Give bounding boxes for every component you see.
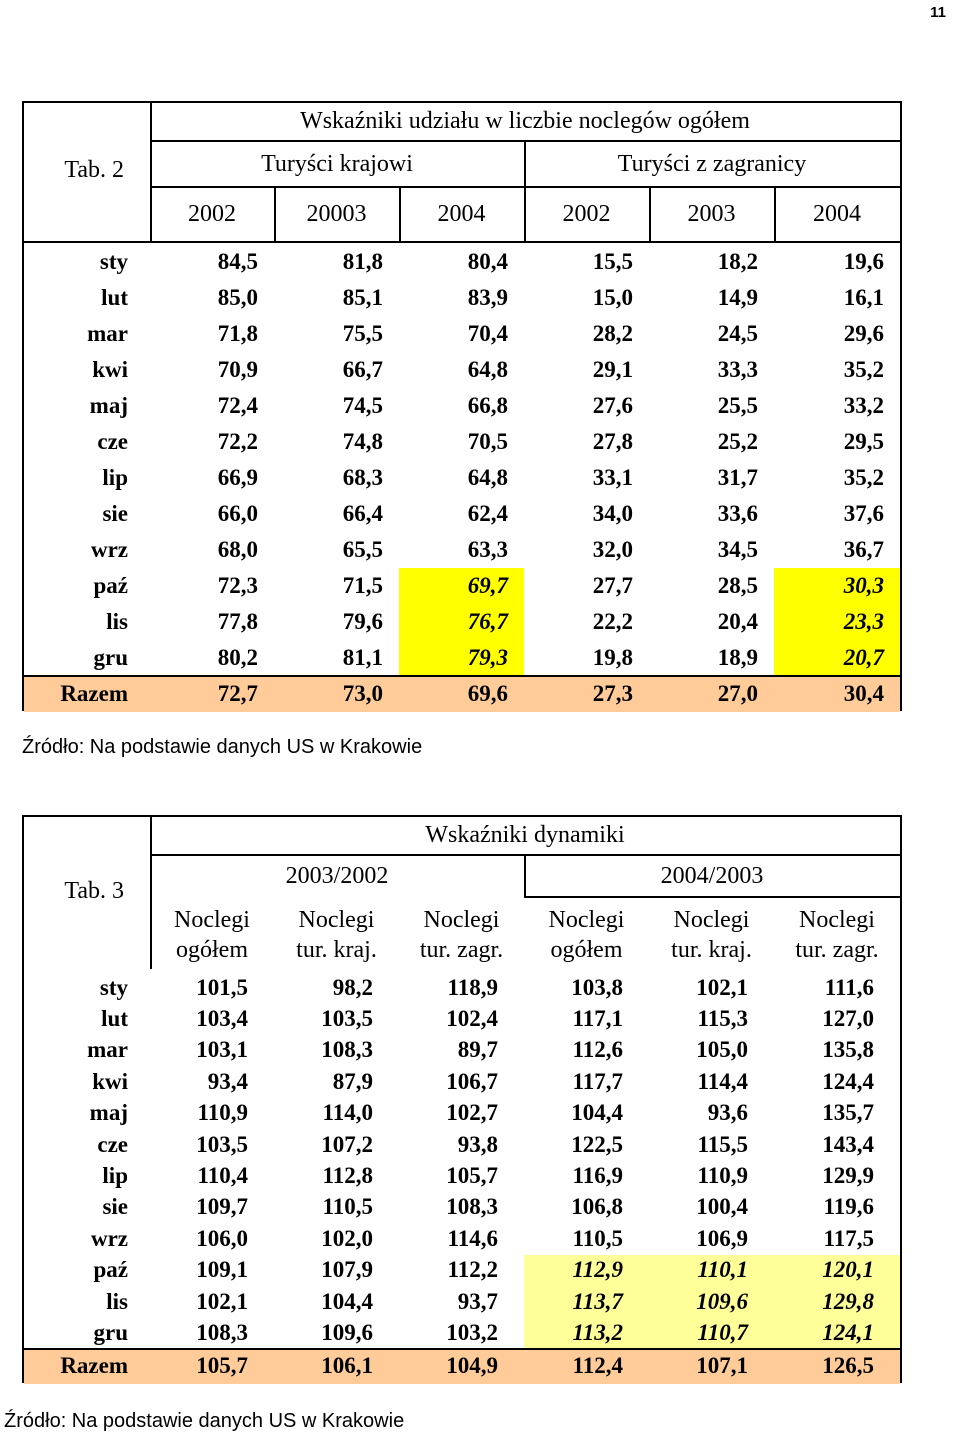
- row-label: wrz: [90, 537, 128, 562]
- row-label: mar: [87, 321, 128, 346]
- column-header-line: tur. kraj.: [671, 937, 752, 963]
- table-cell: 29,1: [592, 357, 633, 382]
- table-cell: 81,1: [342, 645, 383, 670]
- table-cell: 24,5: [717, 321, 758, 346]
- table-cell: 64,8: [467, 465, 508, 490]
- table-cell: 103,5: [196, 1131, 248, 1157]
- table-cell: 115,3: [697, 1006, 748, 1032]
- row-label: kwi: [92, 1068, 128, 1094]
- table-cell: 105,7: [150, 1349, 274, 1384]
- table-row: [24, 1160, 900, 1191]
- table-cell: 75,5: [342, 321, 383, 346]
- table-cell: 129,9: [822, 1163, 874, 1189]
- table-cell: 72,2: [217, 429, 258, 454]
- table-cell: 114,6: [447, 1225, 498, 1251]
- table-cell: 27,0: [649, 676, 774, 712]
- page-number: 11: [930, 4, 946, 21]
- row-label: sie: [102, 501, 128, 526]
- column-header-line: Noclegi: [673, 907, 750, 933]
- table-row: [24, 244, 900, 280]
- year-header: 2004: [813, 201, 861, 227]
- total-row: [24, 1349, 900, 1384]
- table-cell: 101,5: [196, 974, 248, 1000]
- table-cell: 35,2: [843, 357, 884, 382]
- table-row: [24, 388, 900, 424]
- group-domestic: Turyści krajowi: [261, 151, 413, 177]
- table-cell: 103,4: [196, 1006, 248, 1032]
- table-cell: 112,9: [524, 1255, 649, 1286]
- table-row: [24, 316, 900, 352]
- column-header-line: Noclegi: [298, 907, 375, 933]
- table-cell: 105,7: [446, 1163, 498, 1189]
- row-label: lip: [102, 465, 128, 490]
- row-label: lut: [101, 285, 128, 310]
- table-cell: 135,8: [822, 1037, 874, 1063]
- row-label: sty: [99, 974, 128, 1000]
- column-header-line: Noclegi: [423, 907, 500, 933]
- table-label: Tab. 3: [64, 878, 124, 904]
- table-cell: 110,5: [322, 1194, 373, 1220]
- table-cell: 66,8: [467, 393, 508, 418]
- table-row: [24, 424, 900, 460]
- table-cell: 135,7: [822, 1100, 874, 1126]
- table-row: [24, 1255, 900, 1286]
- table-row: [24, 352, 900, 388]
- table-cell: 93,8: [457, 1131, 498, 1157]
- column-header-line: tur. zagr.: [795, 937, 879, 963]
- table-cell: 110,7: [649, 1317, 774, 1348]
- table-cell: 83,9: [467, 285, 508, 310]
- table-cell: 25,5: [717, 393, 758, 418]
- row-label: lis: [106, 609, 128, 634]
- table-cell: 118,9: [447, 974, 498, 1000]
- table-cell: 28,2: [592, 321, 633, 346]
- row-label: maj: [89, 1100, 128, 1126]
- table-tab3: [22, 815, 902, 1383]
- table-cell: 102,0: [321, 1225, 373, 1251]
- column-header: [399, 905, 524, 965]
- table-cell: 104,4: [321, 1288, 373, 1314]
- table-cell: 109,6: [649, 1286, 774, 1317]
- table-cell: 110,9: [197, 1100, 248, 1126]
- column-header: [274, 905, 399, 965]
- table-cell: 68,0: [217, 537, 258, 562]
- table-cell: 34,0: [592, 501, 633, 526]
- table-cell: 63,3: [467, 537, 508, 562]
- table-cell: 80,2: [217, 645, 258, 670]
- table-cell: 66,0: [217, 501, 258, 526]
- table-row: [24, 604, 900, 640]
- table-cell: 104,4: [571, 1100, 623, 1126]
- table-cell: 127,0: [822, 1006, 874, 1032]
- table-cell: 74,8: [342, 429, 383, 454]
- table-cell: 143,4: [822, 1131, 874, 1157]
- table-cell: 70,5: [467, 429, 508, 454]
- table-cell: 102,1: [696, 974, 748, 1000]
- period-header: 2003/2002: [285, 863, 389, 889]
- table-cell: 71,5: [342, 573, 383, 598]
- table-cell: 31,7: [717, 465, 758, 490]
- row-label: Razem: [24, 1349, 150, 1384]
- table-cell: 102,1: [196, 1288, 248, 1314]
- header-divider: [24, 241, 900, 243]
- total-row: [24, 676, 900, 712]
- table-cell: 27,3: [524, 676, 649, 712]
- table-cell: 103,2: [446, 1320, 498, 1346]
- table-cell: 112,4: [524, 1349, 649, 1384]
- table-cell: 84,5: [217, 249, 258, 274]
- table-cell: 35,2: [843, 465, 884, 490]
- column-header-line: Noclegi: [174, 907, 250, 933]
- period-header: 2004/2003: [660, 863, 764, 889]
- table-cell: 109,6: [321, 1320, 373, 1346]
- table-cell: 74,5: [342, 393, 383, 418]
- table-cell: 110,9: [697, 1163, 748, 1189]
- year-header: 2002: [188, 201, 236, 227]
- column-header: [774, 905, 900, 965]
- table-tab2: [22, 101, 902, 711]
- table-row: [24, 460, 900, 496]
- table-cell: 113,7: [524, 1286, 649, 1317]
- table-cell: 20,4: [717, 609, 758, 634]
- table-cell: 30,4: [774, 676, 900, 712]
- row-label: sty: [99, 249, 128, 274]
- table-row: [24, 568, 900, 604]
- table-cell: 110,5: [572, 1225, 623, 1251]
- table-cell: 106,7: [446, 1068, 498, 1094]
- table-cell: 93,7: [457, 1288, 498, 1314]
- year-header: 2004: [437, 201, 486, 227]
- table-row: [24, 640, 900, 676]
- row-label: kwi: [92, 357, 128, 382]
- table-cell: 105,0: [696, 1037, 748, 1063]
- table-cell: 22,2: [592, 609, 633, 634]
- table-cell: 87,9: [332, 1068, 373, 1094]
- table-row: [24, 1223, 900, 1254]
- table-cell: 109,1: [196, 1257, 248, 1283]
- table-cell: 120,1: [774, 1255, 900, 1286]
- table-cell: 103,8: [571, 974, 623, 1000]
- column-header-line: Noclegi: [548, 907, 625, 933]
- table-cell: 29,6: [843, 321, 884, 346]
- group-foreign: Turyści z zagranicy: [617, 151, 807, 177]
- table-cell: 117,5: [823, 1225, 874, 1251]
- table-cell: 117,7: [572, 1068, 623, 1094]
- table-row: [24, 496, 900, 532]
- table-cell: 16,1: [843, 285, 884, 310]
- table-cell: 102,4: [446, 1006, 498, 1032]
- source-note: Źródło: Na podstawie danych US w Krakowie: [22, 736, 423, 758]
- table-cell: 79,3: [399, 640, 524, 676]
- table-cell: 85,0: [217, 285, 258, 310]
- table-cell: 93,4: [207, 1068, 248, 1094]
- table-cell: 18,9: [717, 645, 758, 670]
- table-cell: 30,3: [774, 568, 900, 604]
- row-label: paź: [93, 573, 128, 598]
- table-title: Wskaźniki dynamiki: [425, 822, 625, 848]
- column-header: [524, 905, 649, 965]
- column-header-line: tur. kraj.: [296, 937, 377, 963]
- table-cell: 104,9: [399, 1349, 524, 1384]
- table-cell: 28,5: [717, 573, 758, 598]
- table-cell: 126,5: [774, 1349, 900, 1384]
- table-cell: 115,5: [697, 1131, 748, 1157]
- table-cell: 114,0: [322, 1100, 373, 1126]
- total-divider: [24, 675, 900, 677]
- table-cell: 72,3: [217, 573, 258, 598]
- row-label: mar: [87, 1037, 128, 1063]
- table-cell: 106,9: [696, 1225, 748, 1251]
- table-cell: 34,5: [717, 537, 758, 562]
- table-cell: 69,7: [399, 568, 524, 604]
- table-cell: 109,7: [196, 1194, 248, 1220]
- table-cell: 64,8: [467, 357, 508, 382]
- table-cell: 108,3: [196, 1320, 248, 1346]
- table-cell: 33,2: [843, 393, 884, 418]
- table-cell: 36,7: [843, 537, 884, 562]
- table-cell: 122,5: [571, 1131, 623, 1157]
- year-header: 2002: [562, 201, 611, 227]
- column-header-line: ogółem: [550, 937, 623, 963]
- table-cell: 112,2: [447, 1257, 498, 1283]
- table-cell: 65,5: [342, 537, 383, 562]
- table-cell: 14,9: [717, 285, 758, 310]
- table-cell: 124,1: [774, 1317, 900, 1348]
- table-cell: 108,3: [321, 1037, 373, 1063]
- table-row: [24, 972, 900, 1003]
- table-cell: 106,1: [274, 1349, 399, 1384]
- table-cell: 107,2: [321, 1131, 373, 1157]
- table-cell: 33,1: [592, 465, 633, 490]
- table-label: Tab. 2: [64, 157, 124, 183]
- table-cell: 18,2: [717, 249, 758, 274]
- year-header: 20003: [306, 201, 367, 227]
- table-cell: 23,3: [774, 604, 900, 640]
- table-cell: 32,0: [592, 537, 633, 562]
- table-cell: 33,3: [717, 357, 758, 382]
- table-cell: 62,4: [467, 501, 508, 526]
- row-label: lis: [106, 1288, 128, 1314]
- row-label: Razem: [24, 676, 150, 712]
- table-cell: 106,0: [196, 1225, 248, 1251]
- table-row: [24, 1098, 900, 1129]
- table-cell: 129,8: [774, 1286, 900, 1317]
- total-divider: [24, 1348, 900, 1350]
- column-header-line: Noclegi: [799, 907, 875, 933]
- table-cell: 27,8: [592, 429, 633, 454]
- table-cell: 98,2: [332, 974, 373, 1000]
- table-cell: 66,4: [342, 501, 383, 526]
- table-cell: 124,4: [822, 1068, 874, 1094]
- table-cell: 80,4: [467, 249, 508, 274]
- table-cell: 114,4: [697, 1068, 748, 1094]
- table-row: [24, 1192, 900, 1223]
- table-cell: 93,6: [707, 1100, 748, 1126]
- column-header-line: ogółem: [176, 937, 248, 963]
- table-cell: 27,6: [592, 393, 633, 418]
- row-label: maj: [89, 393, 128, 418]
- table-cell: 110,4: [197, 1163, 248, 1189]
- row-label: lip: [102, 1163, 128, 1189]
- row-label: cze: [97, 1131, 128, 1157]
- table-cell: 25,2: [717, 429, 758, 454]
- table-cell: 66,7: [342, 357, 383, 382]
- header-divider: [524, 896, 900, 898]
- table-cell: 89,7: [457, 1037, 498, 1063]
- table-cell: 19,6: [843, 249, 884, 274]
- table-cell: 112,8: [322, 1163, 373, 1189]
- year-header: 2003: [687, 201, 736, 227]
- table-cell: 72,7: [150, 676, 274, 712]
- source-note: Źródło: Na podstawie danych US w Krakowie: [4, 1410, 405, 1432]
- table-cell: 102,7: [446, 1100, 498, 1126]
- table-row: [24, 1286, 900, 1317]
- table-cell: 117,1: [572, 1006, 623, 1032]
- table-cell: 100,4: [696, 1194, 748, 1220]
- table-cell: 106,8: [571, 1194, 623, 1220]
- table-cell: 85,1: [342, 285, 383, 310]
- row-label: sie: [102, 1194, 128, 1220]
- table-cell: 77,8: [217, 609, 258, 634]
- table-cell: 103,5: [321, 1006, 373, 1032]
- row-label: gru: [93, 1320, 128, 1346]
- table-cell: 119,6: [823, 1194, 874, 1220]
- table-row: [24, 532, 900, 568]
- table-cell: 73,0: [274, 676, 399, 712]
- column-header: [649, 905, 774, 965]
- table-cell: 76,7: [399, 604, 524, 640]
- table-cell: 27,7: [592, 573, 633, 598]
- table-cell: 107,9: [321, 1257, 373, 1283]
- table-cell: 66,9: [217, 465, 258, 490]
- table-cell: 110,1: [649, 1255, 774, 1286]
- row-label: cze: [97, 429, 128, 454]
- table-title: Wskaźniki udziału w liczbie noclegów ogółem: [300, 108, 750, 134]
- table-cell: 15,0: [592, 285, 633, 310]
- table-cell: 69,6: [399, 676, 524, 712]
- table-cell: 37,6: [843, 501, 884, 526]
- table-row: [24, 1035, 900, 1066]
- table-cell: 103,1: [196, 1037, 248, 1063]
- column-header-line: tur. zagr.: [419, 937, 504, 963]
- table-cell: 33,6: [717, 501, 758, 526]
- table-cell: 72,4: [217, 393, 258, 418]
- table-cell: 15,5: [592, 249, 633, 274]
- table-cell: 19,8: [592, 645, 633, 670]
- table-cell: 68,3: [342, 465, 383, 490]
- table-row: [24, 1066, 900, 1097]
- column-header: [150, 905, 274, 965]
- table-row: [24, 1317, 900, 1348]
- table-cell: 71,8: [217, 321, 258, 346]
- table-cell: 20,7: [774, 640, 900, 676]
- table-cell: 81,8: [342, 249, 383, 274]
- table-row: [24, 280, 900, 316]
- row-label: gru: [93, 645, 128, 670]
- table-cell: 79,6: [342, 609, 383, 634]
- table-cell: 116,9: [572, 1163, 623, 1189]
- table-cell: 113,2: [524, 1317, 649, 1348]
- row-label: lut: [101, 1006, 128, 1032]
- table-cell: 70,9: [217, 357, 258, 382]
- table-cell: 70,4: [467, 321, 508, 346]
- table-cell: 107,1: [649, 1349, 774, 1384]
- row-label: paź: [93, 1257, 128, 1283]
- table-cell: 112,6: [572, 1037, 623, 1063]
- table-row: [24, 1003, 900, 1034]
- table-cell: 111,6: [824, 974, 874, 1000]
- table-cell: 108,3: [446, 1194, 498, 1220]
- table-row: [24, 1129, 900, 1160]
- table-cell: 29,5: [843, 429, 884, 454]
- row-label: wrz: [90, 1225, 128, 1251]
